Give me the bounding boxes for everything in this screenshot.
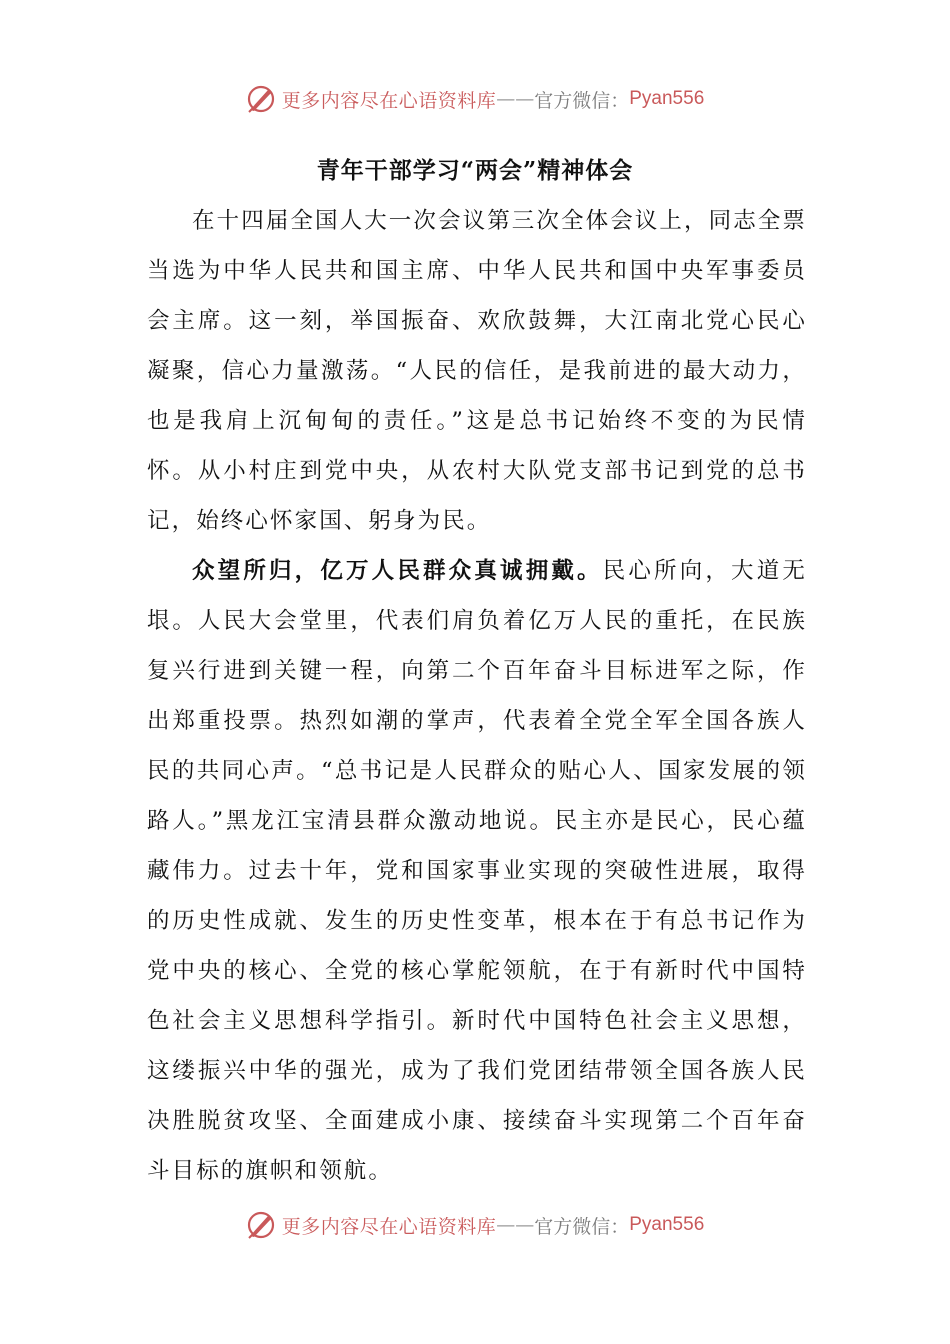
separator: ——	[496, 1214, 535, 1236]
wechat-label: 官方微信：	[534, 89, 630, 112]
wechat-id: Pyan556	[629, 1214, 705, 1235]
pen-logo-icon	[246, 1210, 276, 1240]
brand-text: 更多内容尽在心语资料库	[281, 89, 497, 112]
article-body	[147, 196, 807, 1196]
paragraph-1-text: 在十四届全国人大一次会议第三次全体会议上，同志全票当选为中华人民共和国主席、中华人民共和国中央军事委员会主席。这一刻，举国振奋、欢欣鼓舞，大江南北党心民心凝聚，信心力量激荡。“人民的信任，是我前进的最大动力，也是我肩上沉甸甸的责任。”这是总书记始终不变的为民情怀。从小村庄到党中央，从农村大队党支部书记到党的总书记，始终心怀家国、躬身为民。	[147, 208, 808, 534]
pen-logo-icon	[246, 84, 276, 114]
brand-text: 更多内容尽在心语资料库	[281, 1215, 497, 1238]
paragraph-2	[147, 546, 807, 1196]
footer-watermark-banner	[0, 1210, 950, 1240]
separator: ——	[496, 88, 535, 110]
header-watermark-banner	[0, 84, 950, 114]
paragraph-2-text: 民心所向，大道无垠。人民大会堂里，代表们肩负着亿万人民的重托，在民族复兴行进到关键一程，向第二个百年奋斗目标进军之际，作出郑重投票。热烈如潮的掌声，代表着全党全军全国各族人民的共同心声。“总书记是人民群众的贴心人、国家发展的领路人。”黑龙江宝清县群众激动地说。民主亦是民心，民心蕴藏伟力。过去十年，党和国家事业实现的突破性进展，取得的历史性成就、发生的历史性变革，根本在于有总书记作为党中央的核心、全党的核心掌舵领航，在于有新时代中国特色社会主义思想科学指引。新时代中国特色社会主义思想，这缕振兴中华的强光，成为了我们党团结带领全国各族人民决胜脱贫攻坚、全面建成小康、接续奋斗实现第二个百年奋斗目标的旗帜和领航。	[147, 558, 807, 1184]
paragraph-2-lead: 众望所归，亿万人民群众真诚拥戴。	[192, 558, 603, 584]
document-title: 青年干部学习“两会”精神体会	[316, 157, 634, 184]
wechat-label: 官方微信：	[534, 1215, 630, 1238]
wechat-id: Pyan556	[629, 88, 705, 109]
paragraph-1	[147, 196, 807, 546]
